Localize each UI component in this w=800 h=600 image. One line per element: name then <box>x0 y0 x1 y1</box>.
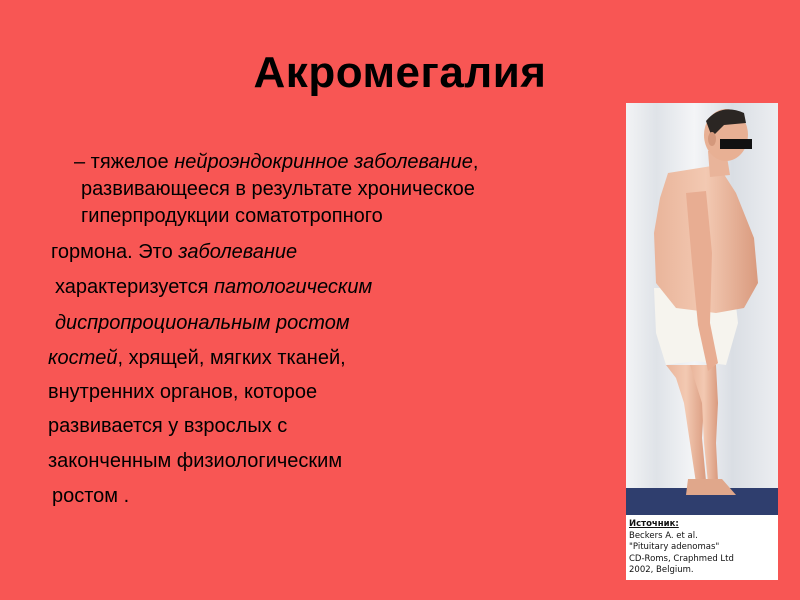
caption-line: Beckers A. et al. <box>629 530 698 541</box>
definition-line <box>52 484 129 508</box>
text-segment: характеризуется <box>55 276 214 298</box>
definition-line <box>48 346 346 370</box>
caption-line: 2002, Belgium. <box>629 565 694 575</box>
text-segment: гиперпродукции соматотропного <box>81 205 383 227</box>
photo-caption <box>626 515 778 580</box>
text-segment: , <box>472 151 479 173</box>
italic-term: костей <box>48 347 118 369</box>
text-segment: , хрящей, мягких тканей, <box>117 347 346 369</box>
definition-line <box>55 275 372 299</box>
definition-line <box>51 240 297 264</box>
italic-term: диспропроциональным ростом <box>55 312 350 334</box>
text-segment: внутренних органов, которое <box>48 381 318 403</box>
caption-line: CD-Roms, Craphmed Ltd <box>629 553 734 564</box>
definition-line <box>81 204 383 228</box>
text-segment: развивается у взрослых с <box>48 415 288 437</box>
patient-photo <box>626 103 778 580</box>
text-segment: – тяжелое <box>74 151 175 173</box>
text-segment: гормона. Это <box>51 241 179 263</box>
definition-line <box>48 380 317 404</box>
definition-line <box>48 414 287 438</box>
definition-line <box>74 150 478 174</box>
text-segment: законченным физиологическим <box>48 450 343 472</box>
definition-line <box>81 177 475 201</box>
italic-term: заболевание <box>178 241 298 263</box>
caption-source-label: Источник: <box>629 519 679 529</box>
text-segment: развивающееся в результате хроническое <box>81 178 475 200</box>
definition-line <box>48 449 342 473</box>
caption-line: "Pituitary adenomas" <box>629 542 720 552</box>
slide-title: Акромегалия <box>253 48 547 97</box>
patient-figure-image <box>626 103 778 515</box>
text-segment: ростом . <box>52 485 130 507</box>
definition-line <box>55 311 350 335</box>
italic-term: патологическим <box>213 276 373 298</box>
italic-term: нейроэндокринное заболевание <box>174 151 473 173</box>
